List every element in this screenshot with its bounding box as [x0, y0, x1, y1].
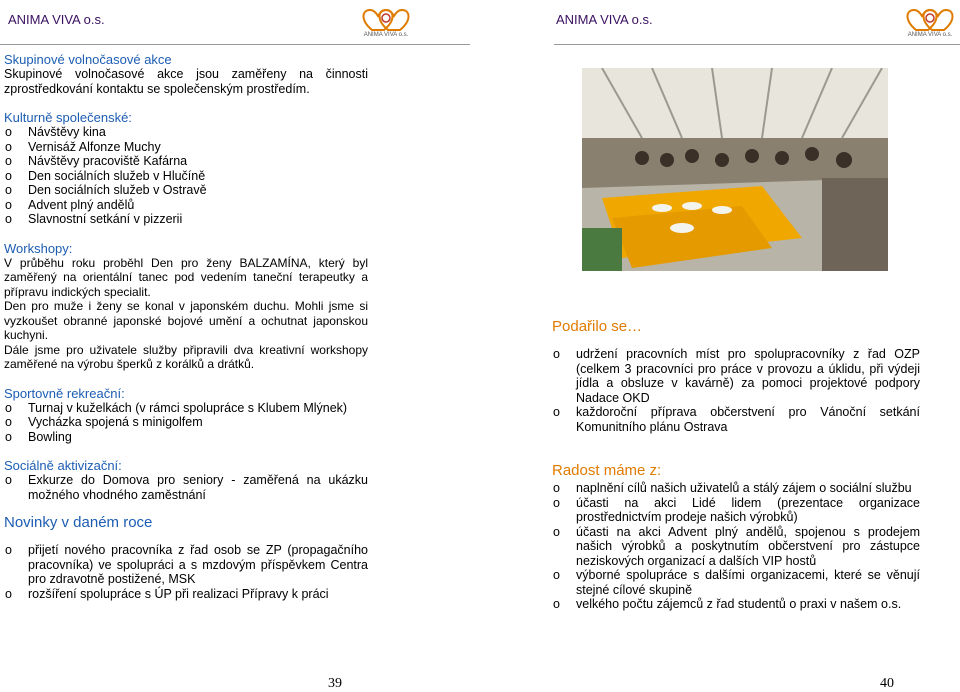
list-item: o Bowling: [4, 430, 368, 445]
news-title: Novinky v daném roce: [4, 514, 153, 531]
list-item: o Vycházka spojená s minigolfem: [4, 415, 368, 430]
header-divider: [0, 44, 470, 45]
sport-list: [4, 401, 368, 445]
success-title: Podařilo se…: [552, 318, 643, 335]
success-list: [552, 347, 920, 434]
list-item: o Den sociálních služeb v Hlučíně: [4, 169, 368, 184]
header-org-name: ANIMA VIVA o.s.: [8, 12, 105, 27]
group-activities-title: Skupinové volnočasové akce: [4, 52, 172, 67]
list-item: o Návštěvy pracoviště Kafárna: [4, 154, 368, 169]
list-item: o Turnaj v kuželkách (v rámci spolupráce s Klubem Mlýnek): [4, 401, 368, 416]
list-item: o velkého počtu zájemců z řad studentů o praxi v našem o.s.: [552, 597, 920, 612]
list-item: o udržení pracovních míst pro spolupracovníky z řad OZP (celkem 3 pracovníci pro práce v provozu a úklidu, při výdeji jídla a obsluze v kavárně) za pomoci projektové podpory Nadace OKD: [552, 347, 920, 405]
header-divider: [554, 44, 960, 45]
event-photo: [582, 68, 888, 271]
list-item: o účasti na akci Lidé lidem (prezentace organizace prostřednictvím prodeje našich výrobků): [552, 496, 920, 525]
social-title: Sociálně aktivizační:: [4, 458, 122, 473]
list-item: o rozšíření spolupráce s ÚP při realizaci Přípravy k práci: [4, 587, 368, 602]
list-item: o účasti na akci Advent plný andělů, spojenou s prodejem našich výrobků a poskytnutím občerstvení pro zástupce neziskových organizací a dalších VIP hostů: [552, 525, 920, 569]
right-page: [480, 0, 960, 691]
list-item: o Slavnostní setkání v pizzerii: [4, 212, 368, 227]
left-page: [0, 0, 480, 691]
workshops-title: Workshopy:: [4, 240, 73, 256]
list-item: o přijetí nového pracovníka z řad osob se ZP (propagačního pracovníka) ve spolupráci a s mzdovým příspěvkem Centra pro zdravotně postižené, MSK: [4, 543, 368, 587]
page-number: 39: [328, 676, 342, 691]
group-activities-text: Skupinové volnočasové akce jsou zaměřeny na činnosti zprostředkování kontaktu se společenským prostředím.: [4, 67, 368, 96]
anima-viva-logo: [356, 4, 416, 40]
list-item: o Den sociálních služeb v Ostravě: [4, 183, 368, 198]
logo-caption: ANIMA VIVA o.s.: [363, 32, 409, 38]
list-item: o Vernisáž Alfonze Muchy: [4, 140, 368, 155]
news-list: [4, 543, 368, 601]
right-content: [552, 318, 920, 612]
list-item: o výborné spolupráce s dalšími organizacemi, které se věnují stejné cílové skupině: [552, 568, 920, 597]
list-item: o Advent plný andělů: [4, 198, 368, 213]
page-number: 40: [880, 676, 894, 691]
cultural-title: Kulturně společenské:: [4, 110, 132, 125]
sport-title: Sportovně rekreační:: [4, 385, 125, 401]
logo-caption: ANIMA VIVA o.s.: [907, 32, 953, 38]
workshops-paragraph-1: V průběhu roku proběhl Den pro ženy BALZAMÍNA, který byl zaměřený na orientální tanec pod vedením taneční terapeutky a přípravu indických specialit.: [4, 255, 368, 299]
anima-viva-logo: [900, 4, 960, 40]
left-content: [4, 52, 368, 601]
workshops-paragraph-3: Dále jsme pro uživatele služby připravili dva kreativní workshopy zaměřené na výrobu šperků z korálků a drátků.: [4, 342, 368, 371]
social-list: [4, 473, 368, 502]
joy-list: [552, 481, 920, 612]
workshops-paragraph-2: Den pro muže i ženy se konal v japonském duchu. Mohli jsme si vyzkoušet obranné japonské bojové umění a ochutnat japonskou kuchyni.: [4, 299, 368, 342]
list-item: o Exkurze do Domova pro seniory - zaměřená na ukázku možného vhodného zaměstnání: [4, 473, 368, 502]
header-org-name: ANIMA VIVA o.s.: [556, 12, 653, 27]
cultural-list: [4, 125, 368, 227]
list-item: o naplnění cílů našich uživatelů a stálý zájem o sociální službu: [552, 481, 920, 496]
list-item: o Návštěvy kina: [4, 125, 368, 140]
list-item: o každoroční příprava občerstvení pro Vánoční setkání Komunitního plánu Ostrava: [552, 405, 920, 434]
joy-title: Radost máme z:: [552, 462, 662, 479]
